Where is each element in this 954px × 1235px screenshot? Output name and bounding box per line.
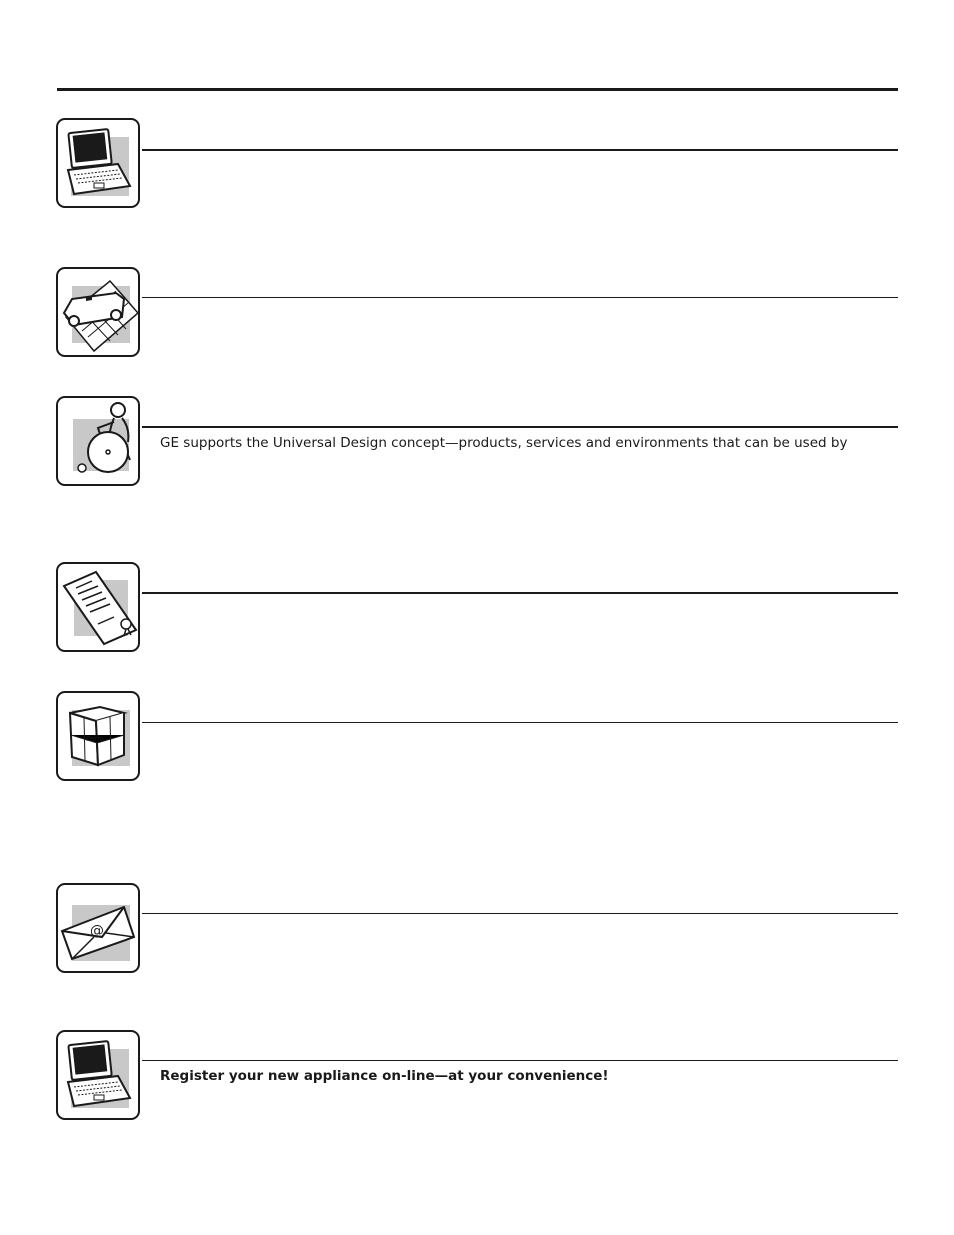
laptop-icon bbox=[56, 118, 140, 208]
section-rule bbox=[142, 149, 898, 151]
page-top-rule bbox=[57, 88, 898, 91]
warranty-certificate-icon bbox=[56, 562, 140, 652]
at-symbol: @ bbox=[90, 923, 104, 939]
section-rule bbox=[142, 1060, 898, 1061]
email-envelope-icon bbox=[56, 883, 140, 973]
section-rule bbox=[142, 722, 898, 723]
section-rule bbox=[142, 913, 898, 914]
section-rule bbox=[142, 297, 898, 298]
wheelchair-user-icon bbox=[56, 396, 140, 486]
parts-label: Parts bbox=[86, 735, 104, 743]
section-rule bbox=[142, 426, 898, 428]
register-appliance-text: Register your new appliance on-line—at your convenience! bbox=[160, 1068, 609, 1084]
service-van-calendar-icon bbox=[56, 267, 140, 357]
section-rule bbox=[142, 592, 898, 594]
parts-box-icon bbox=[56, 691, 140, 781]
laptop-icon bbox=[56, 1030, 140, 1120]
universal-design-text: GE supports the Universal Design concept—products, services and environments that can be used by bbox=[160, 435, 848, 451]
